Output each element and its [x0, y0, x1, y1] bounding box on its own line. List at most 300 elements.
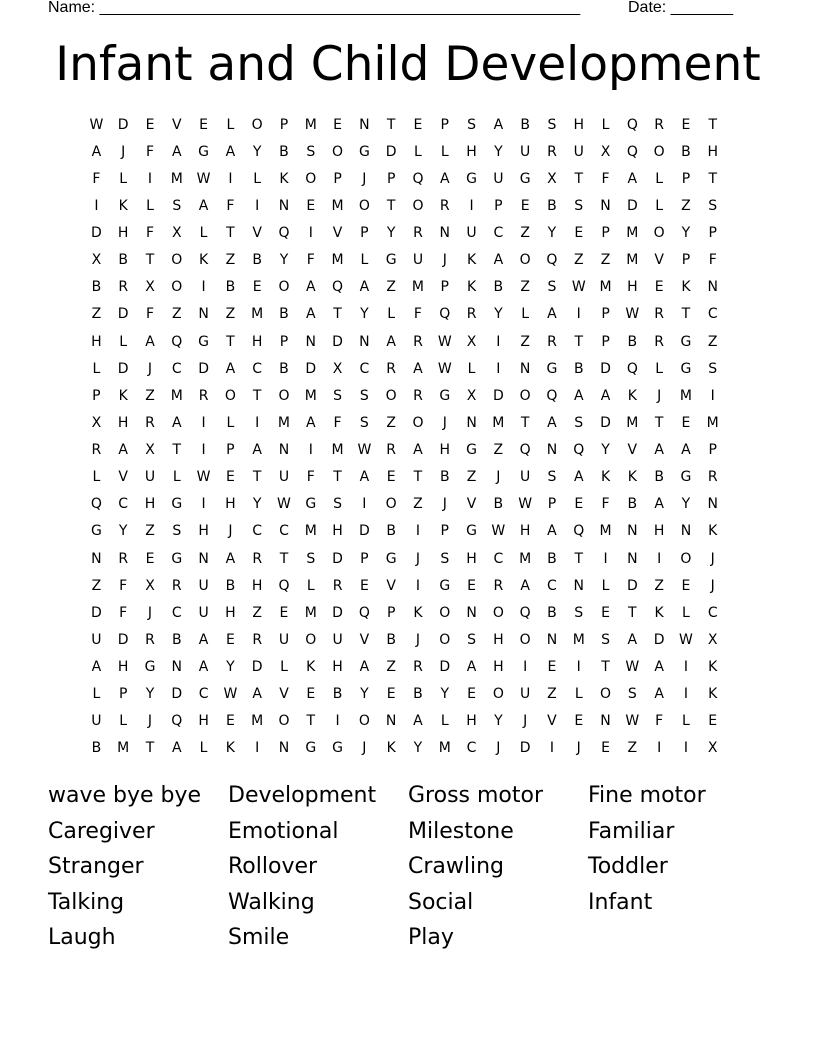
grid-letter: S [467, 116, 476, 133]
grid-letter: K [386, 740, 396, 757]
grid-letter: A [493, 252, 504, 269]
grid-letter: A [654, 496, 664, 513]
grid-letter: F [601, 496, 610, 513]
grid-letter: B [386, 631, 396, 648]
grid-letter: T [574, 333, 584, 350]
grid-letter: G [466, 523, 477, 540]
grid-letter: R [171, 577, 182, 594]
grid-letter: X [91, 414, 102, 431]
grid-letter: A [413, 360, 423, 377]
grid-letter: J [362, 740, 367, 757]
grid-letter: S [172, 523, 182, 540]
grid-letter: C [198, 686, 209, 703]
grid-letter: N [385, 713, 397, 730]
word-list-item: Crawling [408, 854, 505, 880]
grid-letter: E [225, 469, 235, 486]
grid-letter: R [386, 360, 397, 377]
grid-letter: V [118, 469, 128, 486]
grid-letter: R [654, 306, 664, 323]
grid-letter: B [439, 469, 450, 486]
grid-letter: D [332, 604, 343, 621]
grid-letter: X [171, 225, 182, 242]
grid-letter: O [358, 197, 370, 214]
grid-letter: P [494, 197, 503, 214]
grid-letter: Z [386, 659, 396, 676]
grid-letter: G [680, 360, 692, 377]
grid-letter: O [251, 116, 263, 133]
grid-letter: W [357, 442, 372, 459]
grid-letter: A [439, 170, 450, 187]
grid-letter: O [600, 686, 612, 703]
grid-letter: Q [171, 333, 183, 350]
grid-letter: K [466, 279, 477, 296]
grid-letter: A [654, 442, 664, 459]
grid-letter: G [466, 442, 477, 459]
grid-letter: C [279, 523, 289, 540]
grid-letter: J [362, 170, 367, 187]
grid-letter: Z [466, 469, 477, 486]
word-list [48, 778, 768, 956]
grid-letter: L [199, 225, 208, 242]
grid-letter: L [280, 659, 288, 676]
grid-letter: M [599, 279, 612, 296]
grid-letter: A [172, 143, 182, 160]
word-list-item: Development [228, 783, 377, 808]
grid-letter: B [547, 197, 557, 214]
grid-letter: I [308, 225, 313, 242]
grid-letter: K [708, 523, 718, 540]
grid-letter: S [627, 686, 637, 703]
grid-letter: I [362, 496, 367, 513]
grid-letter: J [657, 387, 662, 404]
grid-letter: O [439, 631, 451, 648]
grid-letter: B [573, 360, 584, 377]
grid-letter: Y [494, 306, 503, 323]
grid-letter: V [654, 252, 664, 269]
grid-letter: N [546, 631, 558, 648]
grid-letter: M [304, 387, 317, 404]
grid-letter: N [359, 116, 370, 133]
grid-letter: O [385, 387, 397, 404]
grid-letter: C [493, 225, 504, 242]
grid-letter: Z [91, 577, 102, 594]
grid-letter: O [358, 713, 370, 730]
grid-letter: B [413, 686, 423, 703]
grid-letter: W [679, 631, 693, 648]
grid-letter: F [306, 469, 315, 486]
grid-letter: N [600, 713, 611, 730]
grid-letter: U [144, 469, 156, 486]
grid-letter: F [226, 197, 235, 214]
grid-letter: M [304, 116, 317, 133]
grid-letter: B [627, 496, 638, 513]
grid-letter: D [171, 686, 183, 703]
grid-letter: X [332, 360, 343, 377]
grid-letter: D [492, 387, 504, 404]
grid-letter: X [547, 170, 557, 187]
grid-letter: R [466, 306, 477, 323]
grid-letter: Y [601, 442, 610, 459]
grid-letter: D [91, 604, 102, 621]
grid-letter: L [655, 360, 664, 377]
grid-letter: W [89, 116, 104, 133]
grid-letter: D [251, 659, 263, 676]
grid-letter: I [255, 414, 260, 431]
grid-letter: O [305, 170, 317, 187]
grid-letter: G [144, 659, 156, 676]
word-list-item: wave bye bye [48, 783, 202, 808]
grid-letter: A [305, 414, 316, 431]
grid-letter: A [413, 713, 423, 730]
grid-letter: I [576, 659, 581, 676]
grid-letter: D [198, 360, 209, 377]
grid-letter: L [92, 686, 101, 703]
grid-letter: T [601, 659, 610, 676]
grid-letter: Y [252, 496, 262, 513]
grid-letter: Z [252, 604, 262, 621]
grid-letter: X [466, 333, 477, 350]
grid-letter: Q [278, 577, 290, 594]
grid-letter: R [493, 577, 504, 594]
grid-letter: L [601, 577, 610, 594]
grid-letter: S [359, 387, 369, 404]
grid-letter: X [91, 252, 102, 269]
grid-letter: M [492, 414, 505, 431]
grid-letter: S [601, 631, 610, 648]
grid-letter: P [226, 442, 235, 459]
grid-letter: H [251, 333, 263, 350]
grid-letter: O [653, 143, 665, 160]
grid-letter: V [252, 225, 262, 242]
grid-letter: I [201, 279, 206, 296]
grid-letter: L [199, 740, 208, 757]
grid-letter: N [546, 442, 558, 459]
grid-letter: K [708, 659, 718, 676]
grid-letter: V [386, 577, 396, 594]
grid-letter: G [466, 170, 477, 187]
grid-letter: K [681, 279, 691, 296]
grid-letter: Q [171, 713, 183, 730]
word-list-item: Familiar [588, 818, 675, 844]
grid-letter: N [707, 279, 718, 296]
grid-letter: R [198, 387, 209, 404]
grid-letter: W [437, 333, 452, 350]
grid-letter: M [331, 442, 344, 459]
grid-letter: X [707, 740, 718, 757]
grid-letter: I [496, 360, 501, 377]
grid-letter: T [574, 550, 584, 567]
grid-letter: H [251, 577, 263, 594]
grid-letter: I [657, 740, 662, 757]
grid-letter: W [437, 360, 452, 377]
grid-letter: X [600, 143, 611, 160]
grid-letter: Y [360, 686, 369, 703]
grid-letter: B [91, 740, 102, 757]
grid-letter: B [252, 252, 262, 269]
grid-letter: E [467, 686, 476, 703]
grid-letter: O [278, 279, 290, 296]
grid-letter: E [225, 631, 235, 648]
grid-letter: B [279, 143, 289, 160]
grid-letter: K [466, 252, 477, 269]
grid-letter: A [386, 333, 396, 350]
word-list-item: Talking [48, 889, 125, 915]
grid-letter: Z [520, 333, 530, 350]
grid-letter: H [198, 523, 209, 540]
grid-letter: F [333, 414, 342, 431]
grid-letter: U [520, 143, 531, 160]
grid-letter: J [442, 496, 447, 513]
grid-letter: F [119, 577, 128, 594]
grid-letter: H [573, 116, 584, 133]
grid-letter: H [653, 523, 665, 540]
grid-letter: Z [707, 333, 718, 350]
grid-letter: O [385, 496, 397, 513]
grid-letter: A [145, 333, 155, 350]
grid-letter: T [654, 414, 664, 431]
grid-letter: S [574, 604, 584, 621]
grid-letter: G [439, 577, 451, 594]
word-list-item: Fine motor [588, 783, 706, 808]
grid-letter: B [493, 496, 504, 513]
grid-letter: W [277, 496, 291, 513]
grid-letter: T [306, 713, 316, 730]
grid-letter: E [681, 116, 691, 133]
grid-letter: M [331, 252, 344, 269]
grid-letter: P [279, 116, 289, 133]
grid-letter: H [332, 523, 343, 540]
grid-letter: N [305, 333, 317, 350]
grid-letter: A [305, 306, 316, 323]
grid-letter: Q [546, 387, 558, 404]
grid-letter: F [413, 306, 422, 323]
grid-letter: Y [226, 659, 235, 676]
grid-letter: D [117, 306, 129, 323]
grid-letter: Y [413, 740, 423, 757]
grid-letter: Z [493, 442, 504, 459]
grid-letter: O [278, 713, 290, 730]
grid-letter: E [708, 713, 718, 730]
grid-letter: C [252, 523, 263, 540]
grid-letter: G [385, 550, 397, 567]
grid-letter: B [386, 523, 396, 540]
grid-letter: M [170, 387, 183, 404]
grid-letter: P [386, 170, 396, 187]
grid-letter: Y [440, 686, 450, 703]
letter-grid [83, 111, 726, 762]
grid-letter: O [519, 631, 531, 648]
grid-letter: U [493, 170, 504, 187]
grid-letter: Y [494, 143, 503, 160]
grid-letter: N [707, 496, 718, 513]
grid-letter: M [626, 225, 639, 242]
grid-letter: Z [600, 252, 611, 269]
grid-letter: A [252, 442, 262, 459]
grid-letter: V [359, 631, 370, 648]
grid-letter: O [332, 143, 344, 160]
grid-letter: G [198, 333, 210, 350]
grid-letter: L [306, 577, 315, 594]
grid-letter: S [440, 550, 450, 567]
grid-letter: A [198, 659, 209, 676]
grid-letter: M [251, 306, 264, 323]
grid-letter: X [145, 577, 155, 594]
grid-letter: L [119, 713, 128, 730]
grid-letter: H [493, 631, 504, 648]
grid-letter: Y [360, 306, 369, 323]
grid-letter: Y [681, 225, 691, 242]
grid-letter: R [413, 659, 423, 676]
grid-letter: Z [573, 252, 584, 269]
grid-letter: Z [225, 306, 236, 323]
grid-letter: U [466, 225, 477, 242]
grid-letter: H [91, 333, 102, 350]
grid-letter: Z [171, 306, 182, 323]
grid-letter: N [573, 577, 584, 594]
grid-letter: C [252, 360, 263, 377]
grid-letter: P [708, 442, 717, 459]
grid-letter: G [546, 360, 558, 377]
grid-letter: S [306, 143, 316, 160]
grid-letter: D [332, 550, 343, 567]
date-field-label: Date: _______ [628, 0, 733, 16]
grid-letter: M [519, 550, 532, 567]
grid-letter: G [198, 143, 210, 160]
grid-letter: M [277, 414, 291, 431]
grid-letter: A [359, 659, 370, 676]
grid-letter: I [415, 523, 421, 540]
grid-letter: K [654, 604, 664, 621]
grid-letter: S [708, 197, 718, 214]
grid-letter: E [386, 686, 396, 703]
grid-letter: T [574, 170, 584, 187]
grid-letter: T [333, 469, 342, 486]
grid-letter: B [118, 252, 128, 269]
word-list-item: Stranger [48, 854, 144, 880]
grid-letter: N [278, 442, 290, 459]
grid-letter: B [547, 550, 557, 567]
word-list-item: Walking [228, 889, 315, 915]
grid-letter: P [708, 225, 717, 242]
grid-letter: C [493, 550, 504, 567]
grid-letter: D [305, 360, 317, 377]
grid-letter: L [440, 143, 449, 160]
grid-letter: Q [90, 496, 102, 513]
grid-letter: Z [520, 279, 530, 296]
grid-letter: I [255, 197, 260, 214]
grid-letter: K [627, 387, 637, 404]
grid-letter: H [466, 550, 477, 567]
grid-letter: G [171, 550, 183, 567]
grid-letter: H [117, 659, 129, 676]
grid-letter: J [147, 713, 153, 730]
grid-letter: I [335, 713, 340, 730]
grid-letter: E [306, 197, 316, 214]
grid-letter: R [332, 577, 343, 594]
grid-letter: N [466, 604, 477, 621]
grid-letter: A [520, 577, 530, 594]
grid-letter: B [654, 469, 664, 486]
grid-letter: C [171, 360, 182, 377]
grid-letter: V [627, 442, 638, 459]
grid-letter: A [359, 279, 370, 296]
grid-letter: A [547, 306, 557, 323]
header [48, 0, 748, 19]
grid-letter: H [332, 659, 343, 676]
grid-letter: L [440, 713, 449, 730]
grid-letter: M [626, 252, 639, 269]
grid-letter: Q [519, 604, 531, 621]
grid-letter: L [360, 252, 369, 269]
grid-letter: G [332, 740, 343, 757]
grid-letter: F [92, 170, 101, 187]
grid-letter: I [683, 740, 688, 757]
grid-letter: J [147, 360, 153, 377]
grid-letter: T [226, 225, 235, 242]
grid-letter: W [625, 306, 640, 323]
grid-letter: E [333, 116, 342, 133]
grid-letter: Y [252, 143, 262, 160]
grid-letter: O [412, 414, 424, 431]
grid-letter: L [253, 170, 262, 187]
grid-letter: A [573, 469, 584, 486]
grid-letter: B [493, 279, 504, 296]
grid-letter: N [359, 333, 370, 350]
grid-letter: V [466, 496, 477, 513]
grid-letter: H [627, 279, 638, 296]
grid-letter: O [171, 279, 183, 296]
grid-letter: G [680, 333, 692, 350]
name-field-label: Name: ______________________________________________________ [48, 0, 581, 16]
grid-letter: L [682, 713, 690, 730]
grid-letter: J [710, 577, 715, 594]
grid-letter: Y [386, 225, 396, 242]
grid-letter: X [466, 387, 477, 404]
grid-letter: M [626, 414, 639, 431]
grid-letter: U [91, 631, 102, 648]
grid-letter: K [118, 387, 128, 404]
grid-letter: P [333, 170, 342, 187]
grid-letter: H [144, 496, 156, 513]
grid-letter: T [252, 387, 262, 404]
grid-letter: Z [681, 197, 691, 214]
grid-letter: T [520, 414, 530, 431]
grid-letter: U [91, 713, 102, 730]
grid-letter: A [305, 279, 316, 296]
grid-letter: T [708, 170, 717, 187]
grid-letter: C [359, 360, 370, 377]
grid-letter: A [654, 686, 664, 703]
grid-letter: O [171, 252, 183, 269]
grid-letter: Z [145, 523, 155, 540]
grid-letter: T [172, 442, 182, 459]
grid-letter: K [413, 604, 423, 621]
grid-letter: K [627, 469, 637, 486]
grid-letter: T [145, 740, 155, 757]
grid-letter: L [521, 306, 530, 323]
grid-letter: M [304, 604, 317, 621]
grid-letter: B [91, 279, 102, 296]
word-list-item: Caregiver [48, 818, 155, 844]
grid-letter: E [279, 604, 289, 621]
grid-letter: K [600, 469, 611, 486]
grid-letter: R [413, 387, 423, 404]
grid-letter: L [655, 170, 664, 187]
grid-letter: R [547, 333, 557, 350]
grid-letter: H [519, 523, 531, 540]
grid-letter: Z [386, 279, 396, 296]
word-list-item: Laugh [48, 925, 116, 951]
